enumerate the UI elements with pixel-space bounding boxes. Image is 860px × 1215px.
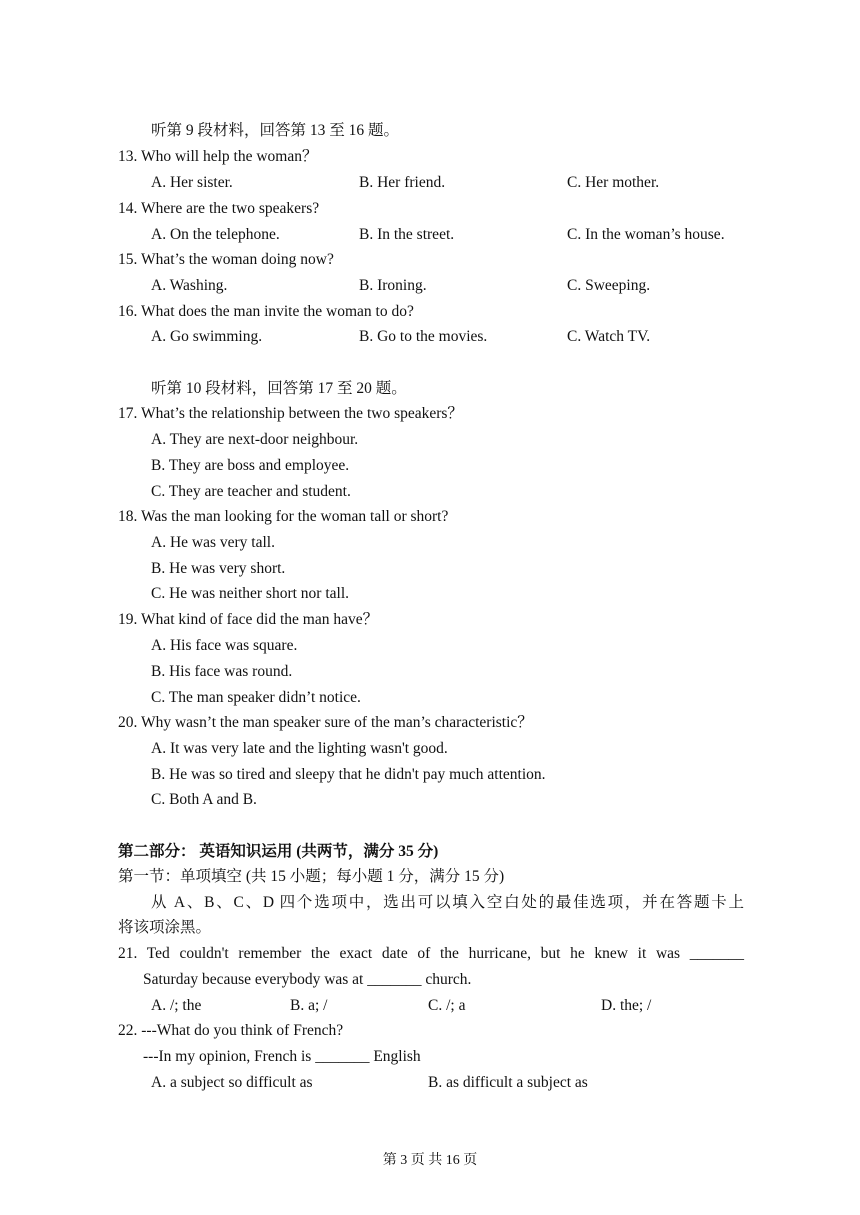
option-19c: C. The man speaker didn’t notice. xyxy=(151,689,361,706)
question-16: 16. What does the man invite the woman to do? xyxy=(118,303,414,320)
option-16a: A. Go swimming. xyxy=(151,328,263,345)
option-14a: A. On the telephone. xyxy=(151,226,280,243)
option-13a: A. Her sister. xyxy=(151,174,233,191)
part-title: 第二部分： 英语知识运用 (共两节，满分 35 分) xyxy=(118,843,439,860)
option-17c: C. They are teacher and student. xyxy=(151,483,351,500)
question-19: 19. What kind of face did the man have？ xyxy=(118,611,379,628)
option-21b: B. a; / xyxy=(290,997,328,1014)
question-14: 14. Where are the two speakers? xyxy=(118,200,320,217)
option-13b: B. Her friend. xyxy=(359,174,446,191)
option-14c: C. In the woman’s house. xyxy=(567,226,725,243)
instruction-line-1: 从 A、B、C、D 四个选项中，选出可以填入空白处的最佳选项，并在答题卡上 xyxy=(151,894,744,911)
question-21-line-1: 21. Ted couldn't remember the exact date of the hurricane, but he knew it was _______ xyxy=(118,945,744,962)
option-20b: B. He was so tired and sleepy that he didn't pay much attention. xyxy=(151,766,546,783)
option-16c: C. Watch TV. xyxy=(567,328,651,345)
question-22-line-1: 22. ---What do you think of French? xyxy=(118,1022,344,1039)
option-18c: C. He was neither short nor tall. xyxy=(151,585,350,602)
option-17a: A. They are next-door neighbour. xyxy=(151,431,359,448)
option-19b: B. His face was round. xyxy=(151,663,293,680)
option-15a: A. Washing. xyxy=(151,277,228,294)
section-title: 第一节：单项填空 (共 15 小题；每小题 1 分，满分 15 分) xyxy=(118,868,505,885)
section-header: 听第 9 段材料，回答第 13 至 16 题。 xyxy=(151,122,400,139)
question-21-line-2: Saturday because everybody was at _______ church. xyxy=(143,971,472,988)
question-20: 20. Why wasn’t the man speaker sure of the man’s characteristic？ xyxy=(118,714,533,731)
question-15: 15. What’s the woman doing now? xyxy=(118,251,334,268)
option-18b: B. He was very short. xyxy=(151,560,286,577)
option-14b: B. In the street. xyxy=(359,226,455,243)
question-22-line-2: ---In my opinion, French is _______ English xyxy=(143,1048,421,1065)
option-22b: B. as difficult a subject as xyxy=(428,1074,588,1091)
section-header: 听第 10 段材料，回答第 17 至 20 题。 xyxy=(151,380,407,397)
question-18: 18. Was the man looking for the woman tall or short? xyxy=(118,508,449,525)
option-21d: D. the; / xyxy=(601,997,652,1014)
option-22a: A. a subject so difficult as xyxy=(151,1074,313,1091)
option-16b: B. Go to the movies. xyxy=(359,328,488,345)
option-20a: A. It was very late and the lighting wasn't good. xyxy=(151,740,448,757)
option-15b: B. Ironing. xyxy=(359,277,427,294)
question-13: 13. Who will help the woman？ xyxy=(118,148,318,165)
option-21c: C. /; a xyxy=(428,997,466,1014)
option-20c: C. Both A and B. xyxy=(151,791,257,808)
page-footer: 第 3 页 共 16 页 xyxy=(382,1153,478,1168)
instruction-line-2: 将该项涂黑。 xyxy=(118,919,212,936)
option-13c: C. Her mother. xyxy=(567,174,660,191)
question-17: 17. What’s the relationship between the two speakers？ xyxy=(118,405,463,422)
option-21a: A. /; the xyxy=(151,997,202,1014)
option-19a: A. His face was square. xyxy=(151,637,298,654)
option-15c: C. Sweeping. xyxy=(567,277,651,294)
option-17b: B. They are boss and employee. xyxy=(151,457,350,474)
option-18a: A. He was very tall. xyxy=(151,534,275,551)
